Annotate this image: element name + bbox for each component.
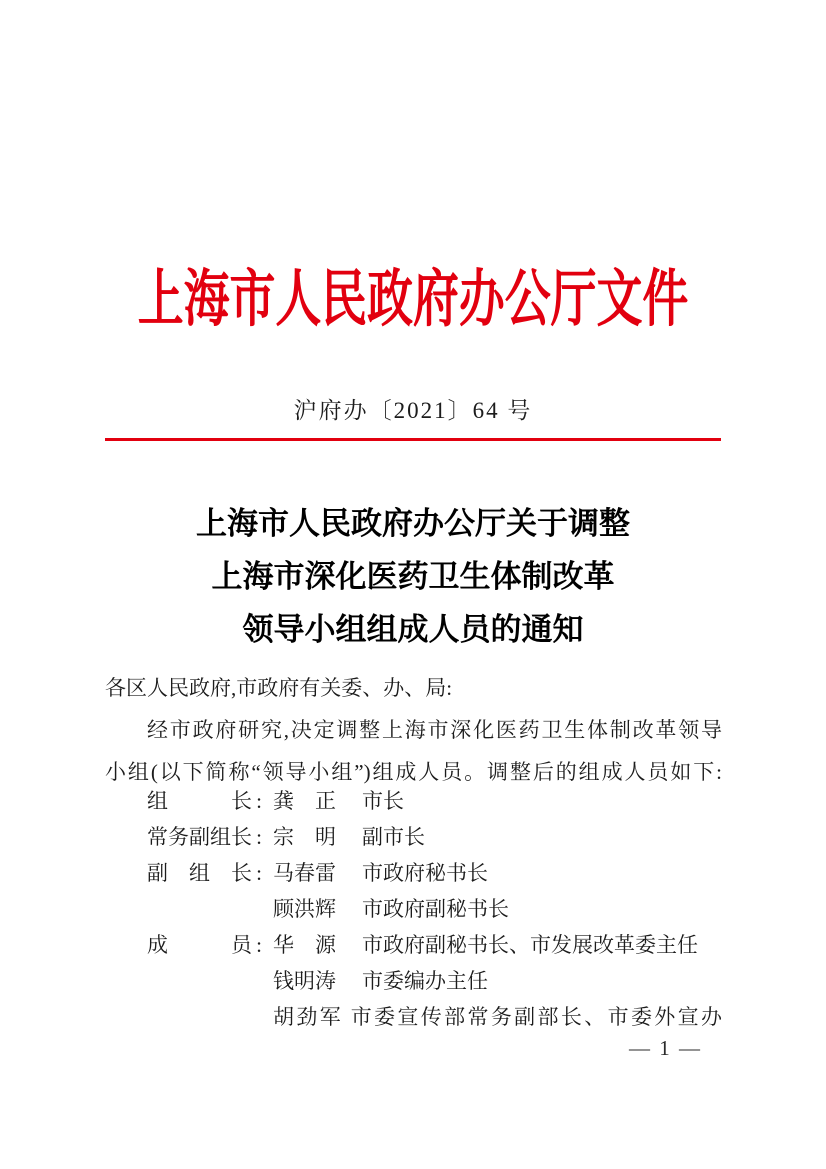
member-role-colon: : [256,933,262,957]
member-role-label: 组长 [147,789,252,813]
member-title: 市长 [362,789,404,813]
member-role-colon: : [256,861,262,885]
member-role-label: 常务副组长 [147,825,252,849]
document-body [105,667,722,1035]
member-name-title-justified [273,999,722,1035]
masthead-title: 上海市人民政府办公厅文件 [137,266,689,334]
member-name: 宗明 [273,825,336,849]
member-name: 胡劲军 [273,1005,344,1029]
salutation-line: 各区人民政府,市政府有关委、办、局: [105,676,453,700]
member-name: 顾洪辉 [273,897,336,921]
document-number: 沪府办〔2021〕64 号 [293,398,533,423]
member-row [105,819,722,855]
page-number: — 1 — [629,1036,702,1060]
member-list [105,783,722,1035]
member-row [105,891,722,927]
document-title-line-2: 上海市深化医药卫生体制改革 [211,559,615,594]
document-title-line-1: 上海市人民政府办公厅关于调整 [196,506,630,541]
member-title: 市政府副秘书长、市发展改革委主任 [362,933,698,957]
red-divider-rule [105,438,721,441]
member-row [105,963,722,999]
masthead [0,268,826,336]
member-name: 龚正 [273,789,336,813]
member-name: 钱明涛 [273,969,336,993]
member-name: 马春雷 [273,861,336,885]
member-role-colon: : [256,825,262,849]
member-title: 市委宣传部常务副部长、市委外宣办 [350,1005,723,1029]
member-name: 华源 [273,933,336,957]
member-row [105,999,722,1035]
document-title [0,497,826,656]
member-role-label: 成员 [147,933,252,957]
member-row [105,927,722,963]
document-title-line-3: 领导小组组成人员的通知 [242,612,584,647]
member-row [105,855,722,891]
member-role-colon: : [256,789,262,813]
member-title: 市政府秘书长 [362,861,488,885]
member-title: 市委编办主任 [362,969,488,993]
member-role-label: 副组长 [147,861,252,885]
paragraph-line-2: 小组(以下简称“领导小组”)组成人员。调整后的组成人员如下: [105,760,722,784]
member-title: 市政府副秘书长 [362,897,509,921]
member-title: 副市长 [362,825,425,849]
paragraph-line-1: 经市政府研究,决定调整上海市深化医药卫生体制改革领导 [147,718,722,742]
